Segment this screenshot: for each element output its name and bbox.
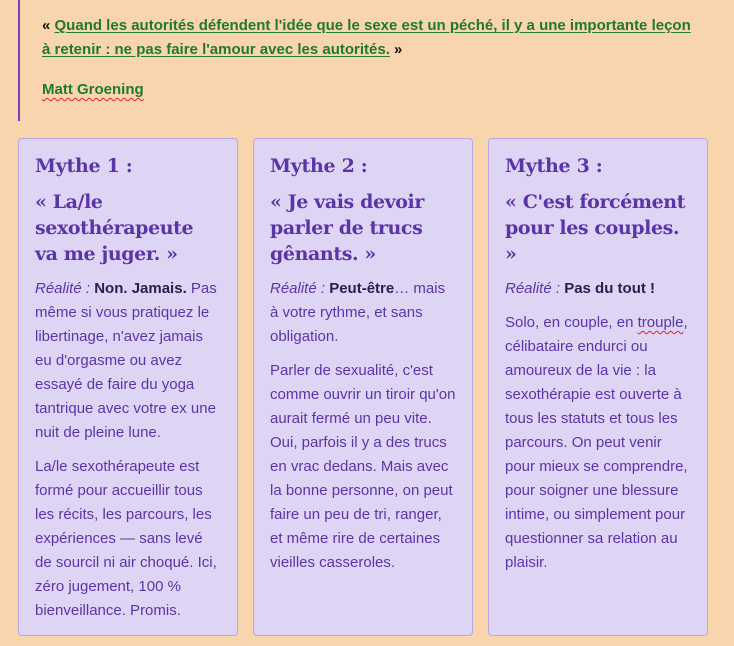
myth-body bbox=[505, 311, 691, 575]
reality-label: Réalité : bbox=[35, 280, 91, 297]
myth-body: Parler de sexualité, c'est comme ouvrir un tiroir qu'on aurait fermé un peu vite. Oui, parfois il y a des trucs en vrac dedans. Mais avec la bonne personne, on peut faire un peu de tri, ranger, et même rire de certaines vieilles casseroles. bbox=[270, 362, 456, 571]
reality-text: Pas même si vous pratiquez le libertinage, n'avez jamais eu d'orgasme ou avez essayé de faire du yoga tantrique avec votre ex une nuit de pleine lune. bbox=[35, 280, 217, 441]
quote-close-mark: » bbox=[389, 41, 403, 58]
reality-paragraph bbox=[35, 277, 221, 445]
myth-title: Mythe 1 : bbox=[35, 155, 133, 177]
myth-quote: « La/le sexothérapeute va me juger. » bbox=[35, 191, 194, 265]
myth-body-start: Solo, en couple, en bbox=[505, 314, 638, 331]
reality-answer: Peut-être bbox=[329, 280, 395, 297]
reality-answer: Non. Jamais. bbox=[94, 280, 187, 297]
reality-paragraph bbox=[270, 277, 456, 349]
myth-body-end: , célibataire endurci ou amoureux de la vie : la sexothérapie est ouverte à tous les statuts et tous les parcours. On peut venir pour mieux se comprendre, pour soigner une blessure intime, ou simplement pour questionner sa relation au plaisir. bbox=[505, 314, 688, 571]
reality-text: … mais à votre rythme, et sans obligation. bbox=[270, 280, 446, 345]
myth-title: Mythe 2 : bbox=[270, 155, 368, 177]
blockquote bbox=[18, 0, 708, 121]
myth-title: Mythe 3 : bbox=[505, 155, 603, 177]
myth-quote: « Je vais devoir parler de trucs gênants. » bbox=[270, 191, 424, 265]
reality-label: Réalité : bbox=[505, 280, 561, 297]
myth-card-2 bbox=[253, 138, 473, 636]
myth-body: La/le sexothérapeute est formé pour accueillir tous les récits, les parcours, les expériences — sans levé de sourcil ni air choqué. Ici, zéro jugement, 100 % bienveillance. Promis. bbox=[35, 458, 217, 619]
reality-paragraph bbox=[505, 277, 691, 301]
reality-label: Réalité : bbox=[270, 280, 326, 297]
quote-link[interactable]: Quand les autorités défendent l'idée que le sexe est un péché, il y a une importante leçon à retenir : ne pas faire l'amour avec les autorités. bbox=[42, 17, 691, 58]
reality-answer: Pas du tout ! bbox=[564, 280, 656, 297]
misspelled-word: trouple bbox=[637, 314, 684, 331]
myth-quote: « C'est forcément pour les couples. » bbox=[505, 191, 686, 265]
quote-open-mark: « bbox=[42, 17, 55, 34]
quote-text bbox=[42, 14, 702, 62]
myth-card-1 bbox=[18, 138, 238, 636]
myth-card-3 bbox=[488, 138, 708, 636]
quote-author[interactable]: Matt Groening bbox=[42, 81, 144, 98]
